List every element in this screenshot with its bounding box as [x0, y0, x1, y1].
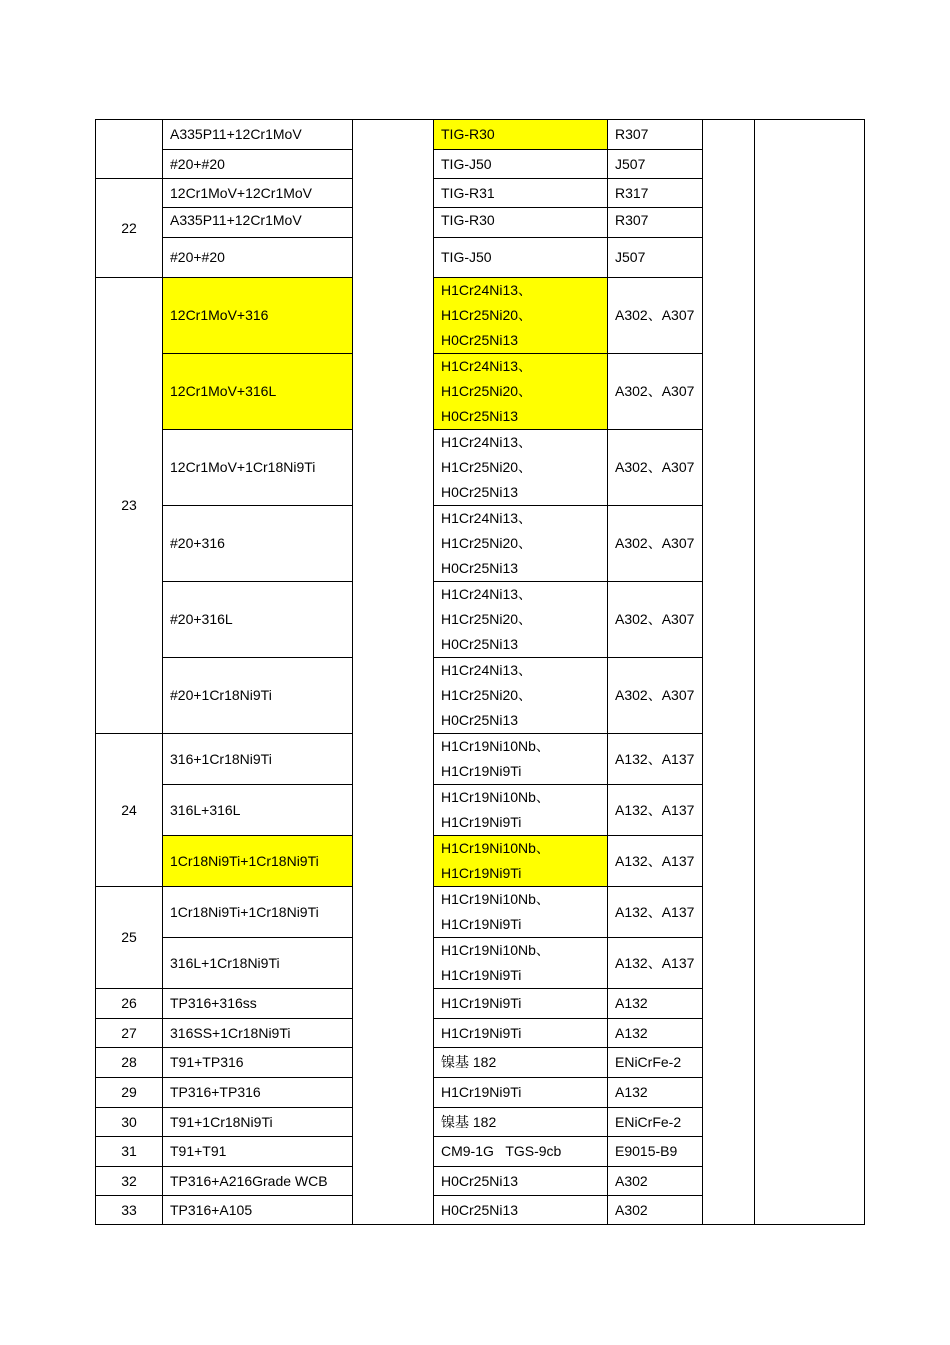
base-material-cell: 12Cr1MoV+1Cr18Ni9Ti — [163, 430, 353, 506]
row-number-cell: 25 — [96, 887, 163, 989]
filler-wire-cell: H1Cr19Ni9Ti — [434, 989, 608, 1019]
row-number-cell: 24 — [96, 734, 163, 887]
electrode-cell: ENiCrFe-2 — [608, 1048, 703, 1078]
electrode-cell: J507 — [608, 238, 703, 278]
base-material-cell: TP316+TP316 — [163, 1078, 353, 1108]
filler-wire-cell: H0Cr25Ni13 — [434, 1167, 608, 1196]
electrode-cell: E9015-B9 — [608, 1137, 703, 1167]
electrode-cell: A302、A307 — [608, 278, 703, 354]
row-number-cell: 28 — [96, 1048, 163, 1078]
row-number-cell: 30 — [96, 1108, 163, 1137]
base-material-cell: #20+316 — [163, 506, 353, 582]
base-material-cell: #20+1Cr18Ni9Ti — [163, 658, 353, 734]
base-material-cell: A335P11+12Cr1MoV — [163, 208, 353, 238]
base-material-cell: A335P11+12Cr1MoV — [163, 120, 353, 150]
electrode-cell: A132 — [608, 1019, 703, 1048]
filler-wire-cell: H1Cr24Ni13、 H1Cr25Ni20、 H0Cr25Ni13 — [434, 278, 608, 354]
electrode-cell: A132、A137 — [608, 836, 703, 887]
filler-wire-cell: 镍基 182 — [434, 1108, 608, 1137]
table-row — [96, 120, 865, 150]
electrode-cell: A302、A307 — [608, 658, 703, 734]
filler-wire-cell: H1Cr19Ni10Nb、 H1Cr19Ni9Ti — [434, 938, 608, 989]
row-number-cell: 33 — [96, 1196, 163, 1225]
row-number-cell: 23 — [96, 278, 163, 734]
base-material-cell: T91+T91 — [163, 1137, 353, 1167]
base-material-cell: 316+1Cr18Ni9Ti — [163, 734, 353, 785]
electrode-cell: R307 — [608, 208, 703, 238]
filler-wire-cell: H1Cr19Ni9Ti — [434, 1019, 608, 1048]
filler-wire-cell: TIG-J50 — [434, 238, 608, 278]
electrode-cell: A132、A137 — [608, 938, 703, 989]
filler-wire-cell: H1Cr24Ni13、 H1Cr25Ni20、 H0Cr25Ni13 — [434, 582, 608, 658]
filler-wire-cell: TIG-R30 — [434, 120, 608, 150]
electrode-cell: A132、A137 — [608, 785, 703, 836]
base-material-cell: #20+#20 — [163, 238, 353, 278]
filler-wire-cell: 镍基 182 — [434, 1048, 608, 1078]
electrode-cell: A302、A307 — [608, 506, 703, 582]
base-material-cell: T91+1Cr18Ni9Ti — [163, 1108, 353, 1137]
electrode-cell: A132、A137 — [608, 887, 703, 938]
electrode-cell: A302、A307 — [608, 582, 703, 658]
electrode-cell: A302、A307 — [608, 430, 703, 506]
row-number-cell: 26 — [96, 989, 163, 1019]
filler-wire-cell: H1Cr24Ni13、 H1Cr25Ni20、 H0Cr25Ni13 — [434, 430, 608, 506]
filler-wire-cell: H1Cr19Ni10Nb、 H1Cr19Ni9Ti — [434, 785, 608, 836]
filler-wire-cell: CM9-1G TGS-9cb — [434, 1137, 608, 1167]
filler-wire-cell: H1Cr19Ni10Nb、 H1Cr19Ni9Ti — [434, 734, 608, 785]
row-number-cell: 32 — [96, 1167, 163, 1196]
base-material-cell: 1Cr18Ni9Ti+1Cr18Ni9Ti — [163, 887, 353, 938]
base-material-cell: 1Cr18Ni9Ti+1Cr18Ni9Ti — [163, 836, 353, 887]
electrode-cell: ENiCrFe-2 — [608, 1108, 703, 1137]
electrode-cell: A132 — [608, 1078, 703, 1108]
electrode-cell: J507 — [608, 150, 703, 179]
electrode-cell: A302 — [608, 1167, 703, 1196]
electrode-cell: A302、A307 — [608, 354, 703, 430]
electrode-cell: R307 — [608, 120, 703, 150]
base-material-cell: 12Cr1MoV+316 — [163, 278, 353, 354]
blank-column-cell — [755, 120, 865, 1225]
welding-material-table — [95, 119, 865, 1225]
filler-wire-cell: TIG-R30 — [434, 208, 608, 238]
filler-wire-cell: TIG-R31 — [434, 179, 608, 208]
base-material-cell: #20+316L — [163, 582, 353, 658]
base-material-cell: TP316+A105 — [163, 1196, 353, 1225]
base-material-cell: 12Cr1MoV+12Cr1MoV — [163, 179, 353, 208]
filler-wire-cell: TIG-J50 — [434, 150, 608, 179]
base-material-cell: TP316+A216Grade WCB — [163, 1167, 353, 1196]
base-material-cell: #20+#20 — [163, 150, 353, 179]
filler-wire-cell: H1Cr19Ni9Ti — [434, 1078, 608, 1108]
electrode-cell: A132 — [608, 989, 703, 1019]
filler-wire-cell: H0Cr25Ni13 — [434, 1196, 608, 1225]
base-material-cell: 316L+1Cr18Ni9Ti — [163, 938, 353, 989]
base-material-cell: TP316+316ss — [163, 989, 353, 1019]
row-number-cell — [96, 120, 163, 179]
blank-column-cell — [353, 120, 434, 1225]
base-material-cell: 316L+316L — [163, 785, 353, 836]
filler-wire-cell: H1Cr24Ni13、 H1Cr25Ni20、 H0Cr25Ni13 — [434, 658, 608, 734]
blank-column-cell — [703, 120, 755, 1225]
electrode-cell: A302 — [608, 1196, 703, 1225]
electrode-cell: R317 — [608, 179, 703, 208]
base-material-cell: 316SS+1Cr18Ni9Ti — [163, 1019, 353, 1048]
row-number-cell: 22 — [96, 179, 163, 278]
filler-wire-cell: H1Cr19Ni10Nb、 H1Cr19Ni9Ti — [434, 836, 608, 887]
row-number-cell: 29 — [96, 1078, 163, 1108]
row-number-cell: 31 — [96, 1137, 163, 1167]
row-number-cell: 27 — [96, 1019, 163, 1048]
filler-wire-cell: H1Cr24Ni13、 H1Cr25Ni20、 H0Cr25Ni13 — [434, 506, 608, 582]
base-material-cell: T91+TP316 — [163, 1048, 353, 1078]
base-material-cell: 12Cr1MoV+316L — [163, 354, 353, 430]
electrode-cell: A132、A137 — [608, 734, 703, 785]
filler-wire-cell: H1Cr24Ni13、 H1Cr25Ni20、 H0Cr25Ni13 — [434, 354, 608, 430]
filler-wire-cell: H1Cr19Ni10Nb、 H1Cr19Ni9Ti — [434, 887, 608, 938]
